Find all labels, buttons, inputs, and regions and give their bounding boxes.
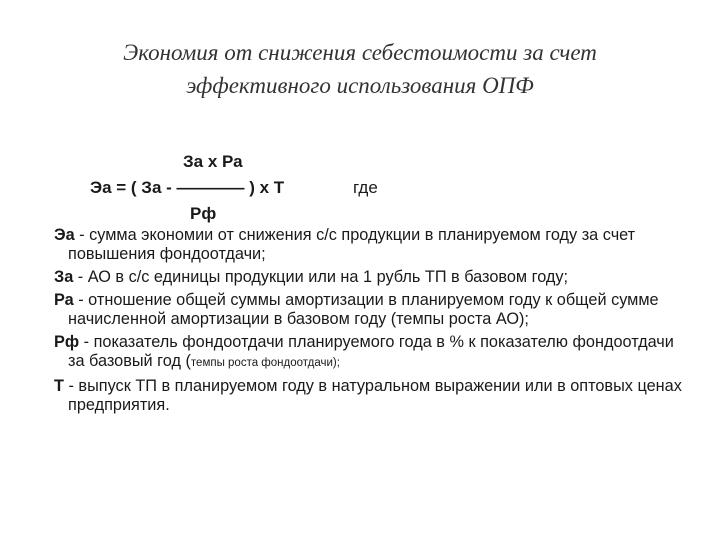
formula-block: [0, 148, 720, 228]
definition-ea: [54, 226, 694, 264]
definition-text: - выпуск ТП в планируемом году в натуральном выражении или в оптовых ценах предприятия.: [63, 377, 682, 414]
definition-za: [54, 268, 694, 287]
formula-where: где: [353, 178, 378, 197]
slide-title: [0, 36, 720, 102]
definition-symbol: Ра: [54, 291, 74, 309]
definition-symbol: Т: [54, 377, 64, 395]
definition-t: [54, 377, 694, 415]
definition-small-text: темпы роста фондоотдачи);: [190, 357, 340, 369]
definition-symbol: Рф: [54, 333, 80, 351]
title-line-2: эффективного использования ОПФ: [186, 73, 534, 98]
definition-text: - сумма экономии от снижения с/с продукции в планируемом году за счет повышения фондоотдачи;: [68, 226, 636, 263]
definitions-list: [54, 226, 694, 419]
definition-text: - отношение общей суммы амортизации в планируемом году к общей сумме начисленной амортизации в базовом году (темпы роста АО);: [68, 291, 659, 328]
definition-text: - АО в с/с единицы продукции или на 1 рубль ТП в базовом году;: [73, 268, 569, 286]
formula-numerator: За х Ра: [183, 152, 243, 171]
formula-denominator: Рф: [190, 204, 217, 223]
definition-rf: [54, 333, 694, 373]
definition-symbol: Эа: [54, 226, 75, 244]
title-line-1: Экономия от снижения себестоимости за счет: [123, 40, 597, 65]
formula-main-line: Эа = ( За - ———— ) х Т: [90, 178, 285, 197]
definition-text: - показатель фондоотдачи планируемого года в % к показателю фондоотдачи за базовый год (: [68, 333, 674, 370]
definition-ra: [54, 291, 694, 329]
definition-symbol: За: [54, 268, 74, 286]
